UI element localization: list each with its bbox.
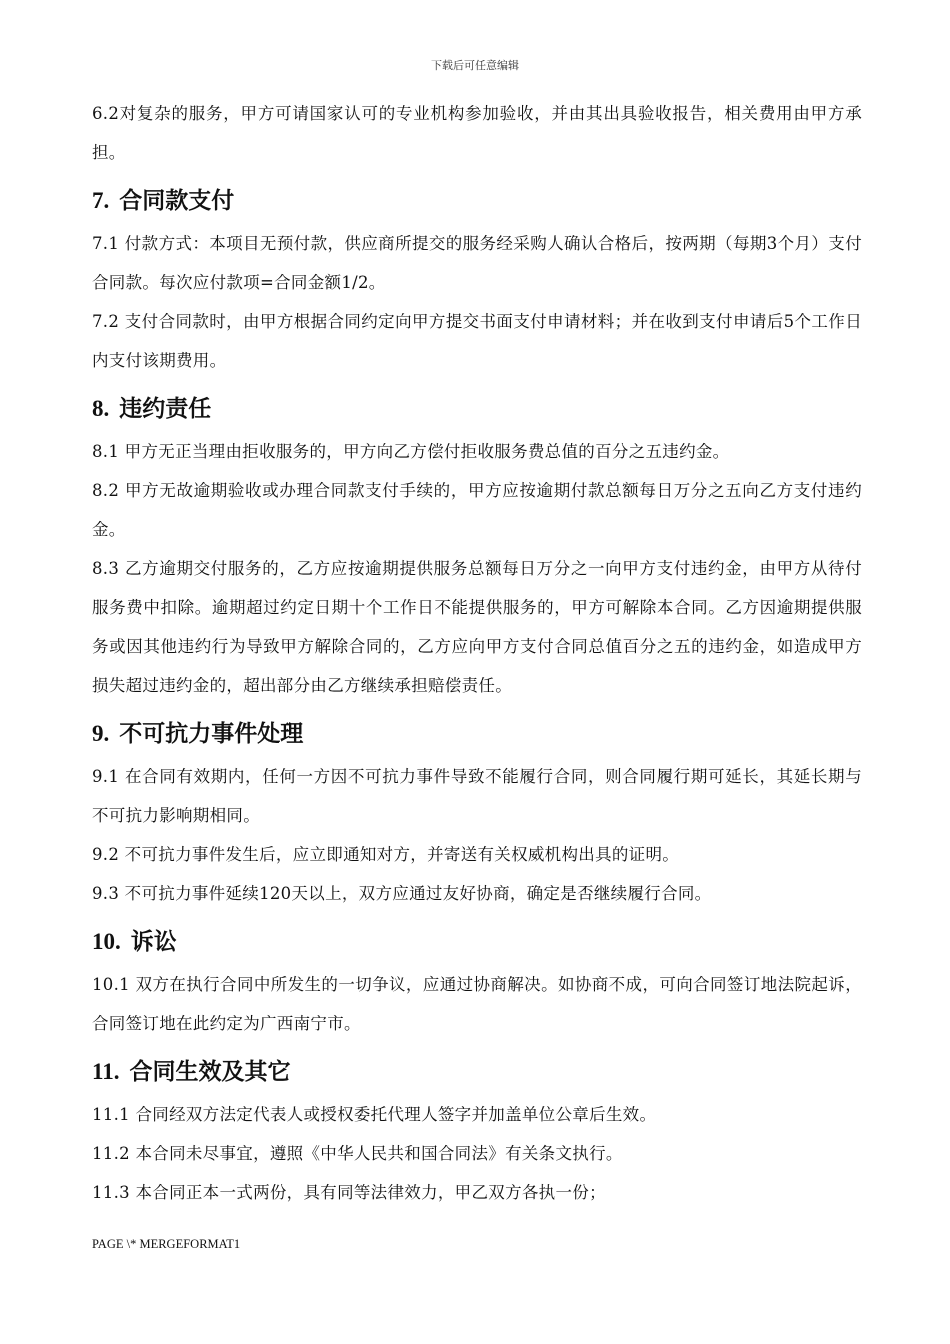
clause-paragraph: 8.3 乙方逾期交付服务的，乙方应按逾期提供服务总额每日万分之一向甲方支付违约金，由甲方从待付服务费中扣除。逾期超过约定日期十个工作日不能提供服务的，甲方可解除本合同。乙方因逾期提供服务或因其他违约行为导致甲方解除合同的，乙方应向甲方支付合同总值百分之五的违约金，如造成甲方损失超过违约金的，超出部分由乙方继续承担赔偿责任。: [92, 559, 862, 695]
clause-paragraph: 10.1 双方在执行合同中所发生的一切争议，应通过协商解决。如协商不成，可向合同签订地法院起诉，合同签订地在此约定为广西南宁市。: [92, 975, 862, 1033]
clause-paragraph: 9.3 不可抗力事件延续120天以上，双方应通过友好协商，确定是否继续履行合同。: [92, 884, 712, 903]
clause-paragraph: 11.2 本合同未尽事宜，遵照《中华人民共和国合同法》有关条文执行。: [92, 1144, 623, 1163]
section-title: 诉讼: [130, 929, 177, 955]
document-body: [92, 94, 862, 1212]
section-title: 合同款支付: [119, 188, 235, 214]
clause-paragraph: 11.1 合同经双方法定代表人或授权委托代理人签字并加盖单位公章后生效。: [92, 1105, 657, 1124]
section-title: 合同生效及其它: [129, 1059, 291, 1085]
section-number: 9.: [92, 721, 110, 746]
section-number: 11.: [92, 1059, 120, 1084]
section-number: 7.: [92, 188, 110, 213]
clause-paragraph: 8.1 甲方无正当理由拒收服务的，甲方向乙方偿付拒收服务费总值的百分之五违约金。: [92, 442, 730, 461]
clause-paragraph: 9.2 不可抗力事件发生后，应立即通知对方，并寄送有关权威机构出具的证明。: [92, 845, 680, 864]
section-heading: [92, 178, 862, 224]
section-heading: [92, 1049, 862, 1095]
section-heading: [92, 386, 862, 432]
section-heading: [92, 711, 862, 757]
section-title: 不可抗力事件处理: [119, 721, 304, 747]
section-number: 10.: [92, 929, 121, 954]
clause-paragraph: 7.2 支付合同款时，由甲方根据合同约定向甲方提交书面支付申请材料；并在收到支付申请后5个工作日内支付该期费用。: [92, 312, 862, 370]
section-heading: [92, 919, 862, 965]
clause-paragraph: 8.2 甲方无故逾期验收或办理合同款支付手续的，甲方应按逾期付款总额每日万分之五向乙方支付违约金。: [92, 481, 862, 539]
clause-paragraph: 11.3 本合同正本一式两份，具有同等法律效力，甲乙双方各执一份；: [92, 1183, 606, 1202]
clause-paragraph: 9.1 在合同有效期内，任何一方因不可抗力事件导致不能履行合同，则合同履行期可延长，其延长期与不可抗力影响期相同。: [92, 767, 862, 825]
clause-paragraph: 6.2对复杂的服务，甲方可请国家认可的专业机构参加验收，并由其出具验收报告，相关费用由甲方承担。: [92, 104, 862, 162]
page-footer: PAGE \* MERGEFORMAT1: [92, 1237, 241, 1251]
section-title: 违约责任: [119, 396, 212, 422]
section-number: 8.: [92, 396, 110, 421]
clause-paragraph: 7.1 付款方式：本项目无预付款，供应商所提交的服务经采购人确认合格后，按两期（每期3个月）支付合同款。每次应付款项=合同金额1/2。: [92, 234, 862, 292]
header-note: 下载后可任意编辑: [431, 59, 519, 72]
